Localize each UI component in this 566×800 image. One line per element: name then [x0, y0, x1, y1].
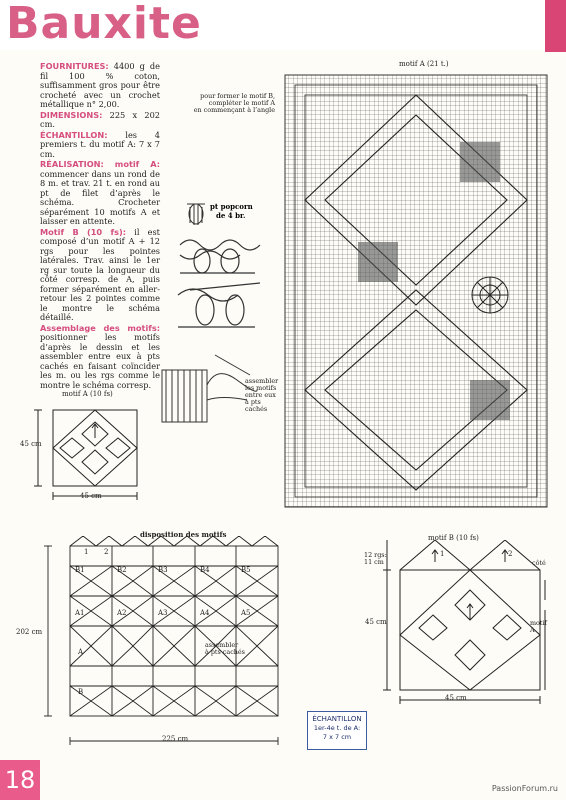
echantillon-box-line1: ÉCHANTILLON	[312, 715, 362, 723]
motifA-small-dim-h: 45 cm	[80, 492, 102, 500]
motifB-label: Motif B	[40, 226, 79, 237]
label-B5: B5	[241, 566, 251, 574]
center-rosette	[472, 277, 508, 313]
label-A1: A1	[75, 609, 85, 617]
instructions-text	[40, 62, 160, 391]
fournitures-text: 4400 g de fil 100 % coton, suffisamment gros pour être crocheté avec un crochet métallique n° 2,00.	[40, 61, 160, 109]
label-A4: A4	[200, 609, 210, 617]
motifB-rgs: 12 rgs: 11 cm	[364, 551, 387, 566]
label-row-B: B	[78, 688, 84, 696]
dimensions-label: DIMENSIONS:	[40, 109, 103, 120]
echantillon-text: les 4 premiers t. du motif A: 7 x 7 cm.	[40, 129, 161, 159]
echantillon-box-line3: 7 x 7 cm	[322, 733, 352, 741]
accent-bar	[545, 0, 566, 52]
motifA-chart-title: motif A (21 t.)	[399, 60, 449, 68]
disposition-title: disposition des motifs	[140, 530, 227, 539]
motifB-title: motif B (10 fs)	[428, 534, 479, 542]
motifB-arrow-2: 2	[508, 550, 513, 558]
popcorn-label: pt popcorn	[210, 202, 253, 211]
label-row-A: A	[78, 648, 84, 656]
motifA-small-dim-v: 45 cm	[20, 440, 42, 448]
popcorn-stitch-drawing	[187, 204, 205, 225]
page-title: Bauxite	[6, 0, 202, 49]
realisation-label: RÉALISATION: motif A:	[40, 159, 160, 169]
disposition-dim-v: 202 cm	[16, 628, 43, 636]
page-number: 18	[0, 760, 40, 800]
popcorn-sub: de 4 br.	[216, 211, 246, 220]
echantillon-box-line2: 1er-4e t. de A:	[313, 724, 361, 732]
label-A3: A3	[158, 609, 168, 617]
motifB-text: il est composé d’un motif A + 12 rgs pour les pointes latérales. Trav. ainsi le 1er rg sur toute la longueur du côté corresp. de A, puis former séparément en aller-retour les 2 pointes comme le montre le schéma détaillé.	[40, 226, 160, 322]
arrow-num-2: 2	[104, 548, 109, 556]
motifA-small-title: motif A (10 fs)	[62, 390, 113, 398]
disposition-dim-h: 225 cm	[162, 735, 189, 743]
crochet-hook-drawing-2	[178, 283, 260, 327]
fournitures-label: FOURNITURES:	[40, 61, 109, 71]
motifB-motif-label: motif A	[530, 619, 547, 634]
label-B2: B2	[117, 566, 127, 574]
join-stitch-drawing	[162, 355, 257, 422]
label-A2: A2	[117, 609, 127, 617]
assemblage-label: Assemblage des motifs:	[40, 322, 160, 333]
crochet-hook-drawing-1	[180, 240, 260, 273]
motifA-chart-note: pour former le motif B, compléter le motif A en commençant à l’angle	[193, 92, 275, 114]
disposition-join-note: assembler à pts cachés	[205, 641, 245, 656]
assemblage-text: positionner les motifs d’après le dessin et les assembler entre eux à pts cachés en faisant coïncider les m. ou les rgs comme le montre le schéma corresp.	[40, 332, 160, 390]
echantillon-label: ÉCHANTILLON:	[40, 129, 108, 140]
motifB-fs: (10 fs):	[86, 226, 126, 237]
watermark: PassionForum.ru	[491, 784, 558, 793]
label-B3: B3	[158, 566, 168, 574]
motifB-cote: côté	[532, 559, 546, 567]
join-note: assembler les motifs entre eux à pts cachés	[245, 377, 279, 413]
realisation-text: commencer dans un rond de 8 m. et trav. 21 t. en rond au pt de filet d’après le schéma. Crocheter séparément 10 motifs A et laisser en attente.	[40, 168, 160, 226]
label-B1: B1	[75, 566, 85, 574]
dimensions-text: 225 x 202 cm.	[40, 109, 160, 129]
motifB-dim-h: 45 cm	[445, 694, 467, 702]
motifB-arrow-1: 1	[440, 550, 445, 558]
echantillon-box	[307, 711, 367, 750]
arrow-num-1: 1	[84, 548, 89, 556]
label-B4: B4	[200, 566, 210, 574]
label-A5: A5	[241, 609, 251, 617]
motifB-dim-v: 45 cm	[365, 618, 387, 626]
motifA-filet-chart	[280, 70, 550, 510]
